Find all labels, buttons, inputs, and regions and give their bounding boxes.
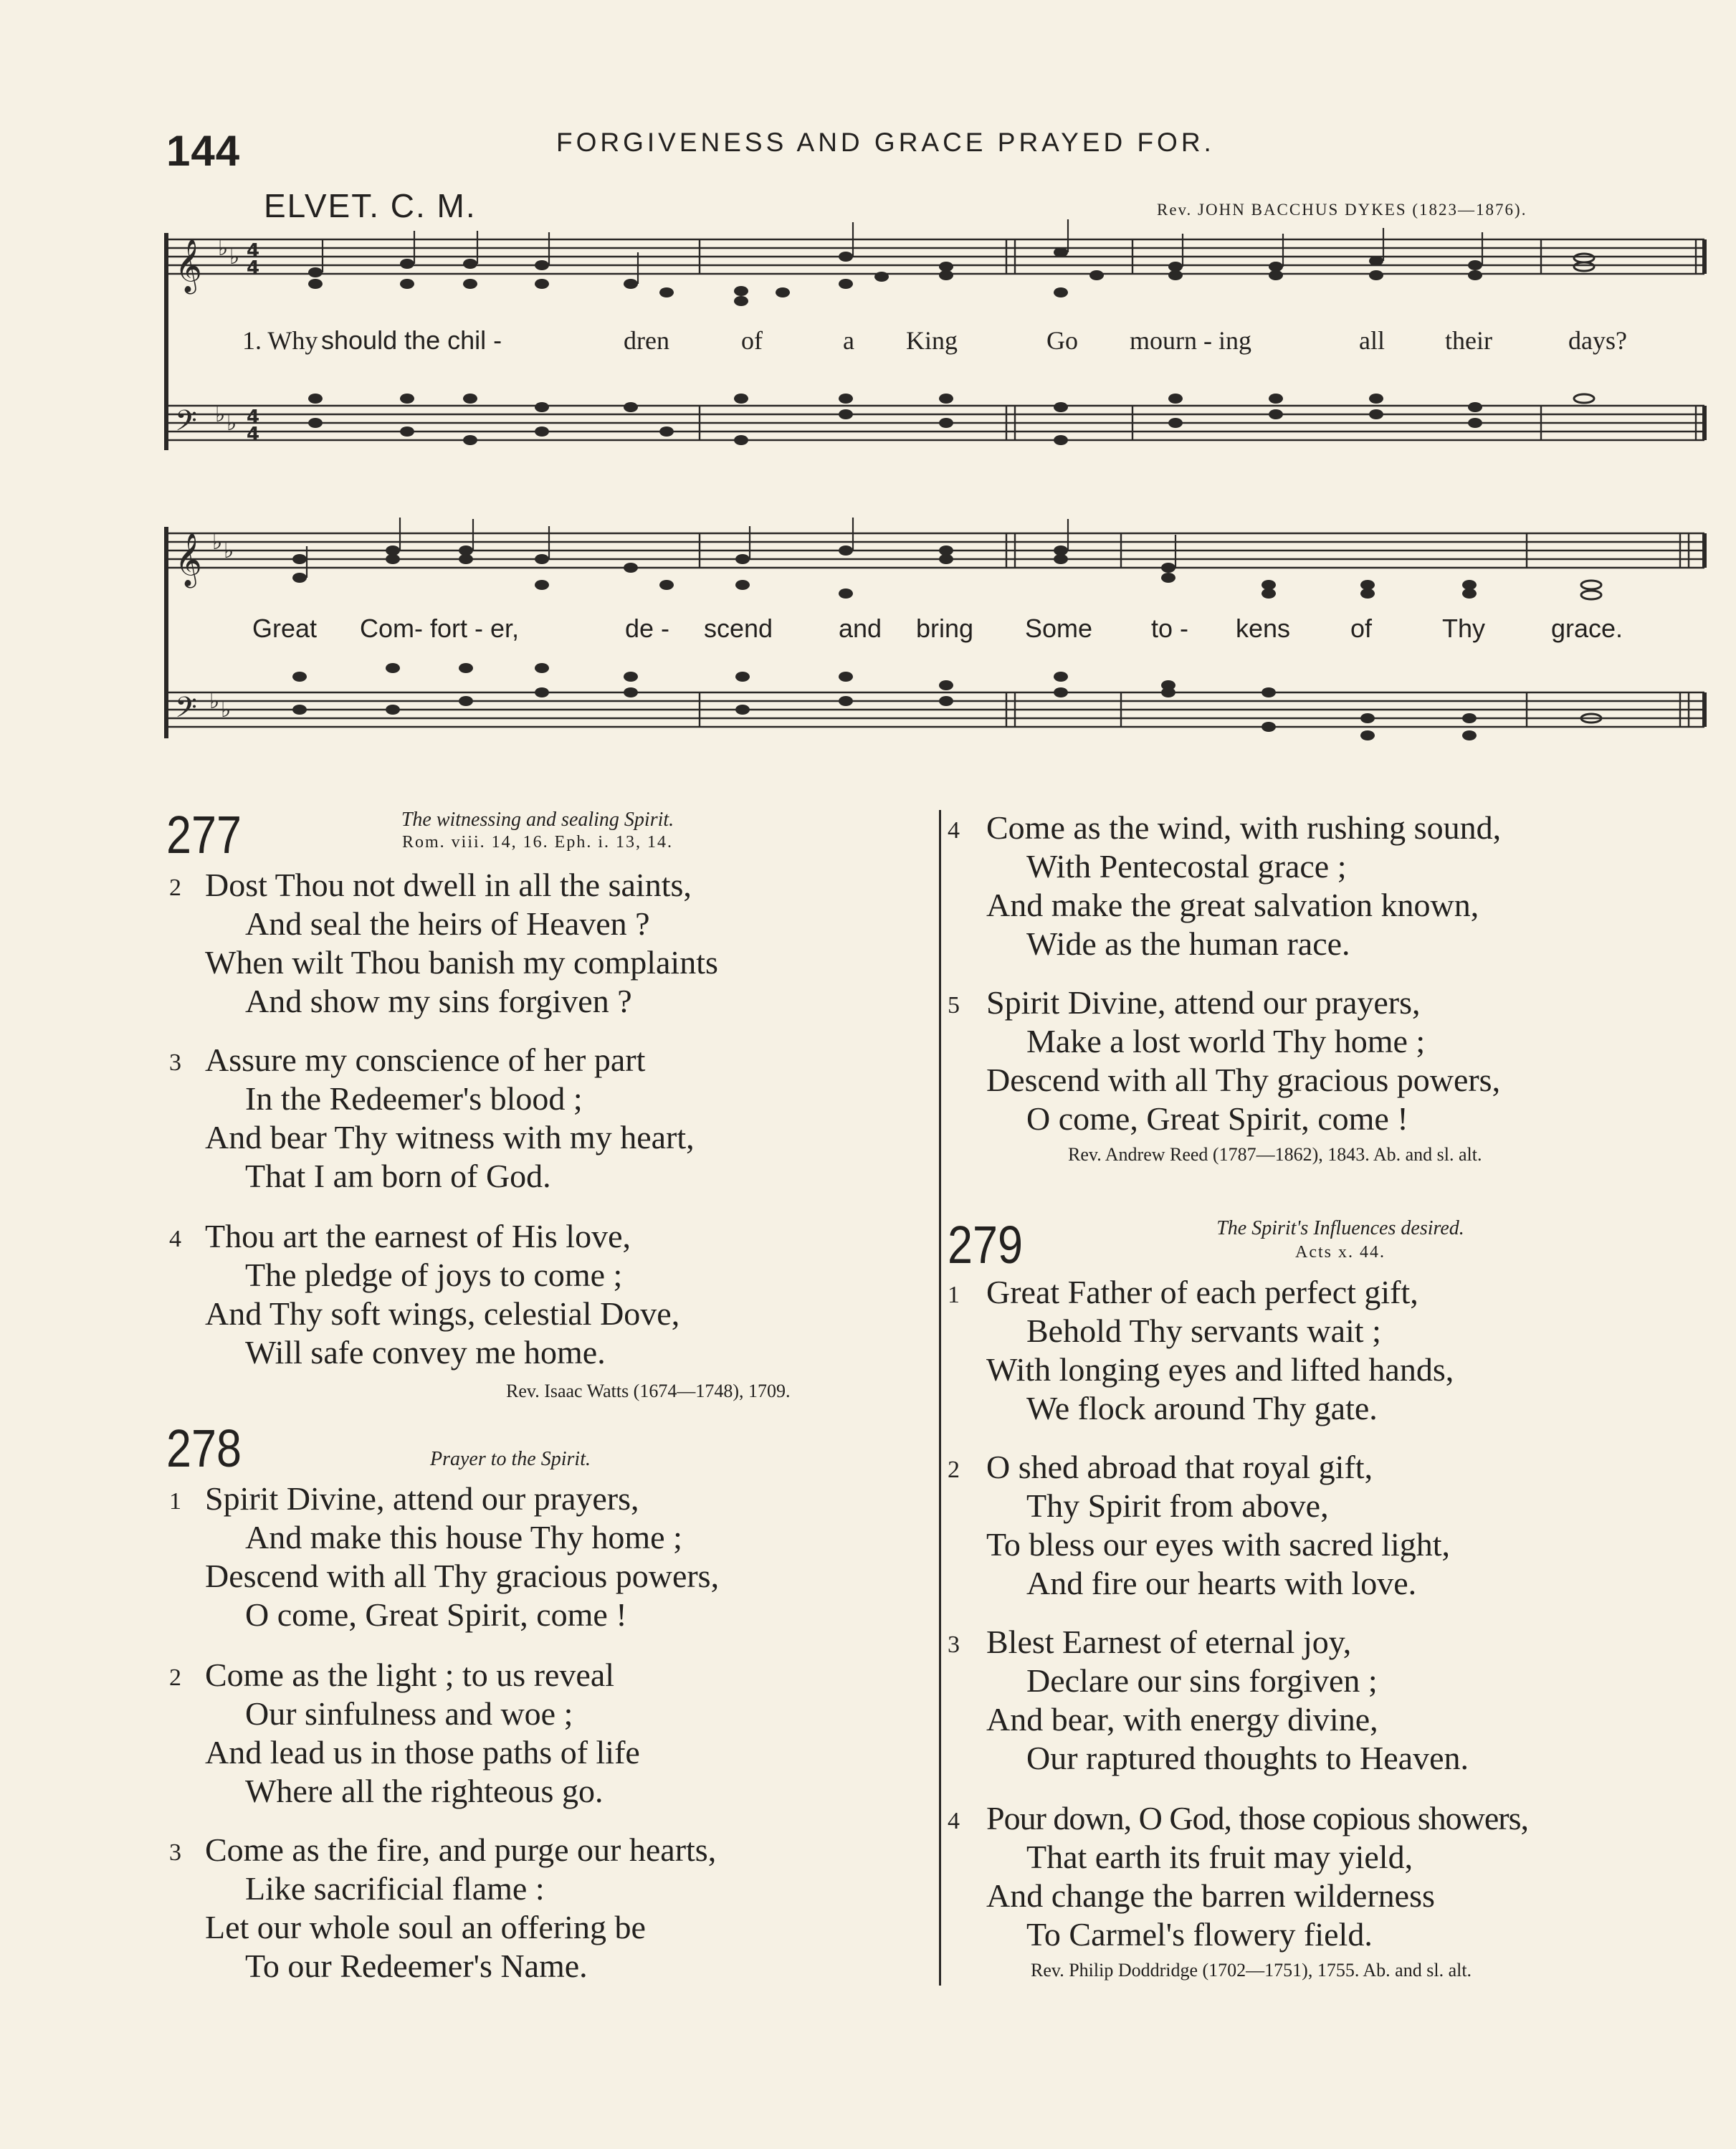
svg-text:𝄞: 𝄞	[175, 533, 202, 586]
lyric-syllable: all	[1359, 326, 1385, 355]
svg-text:♭: ♭	[215, 402, 226, 427]
stanza	[948, 809, 1501, 963]
svg-text:♭: ♭	[224, 538, 234, 563]
lyric-syllable: of	[1350, 614, 1373, 643]
verse-line: Great Father of each perfect gift,	[986, 1274, 1418, 1310]
stanza	[169, 1656, 640, 1811]
svg-text:♭: ♭	[229, 244, 240, 270]
verse-number: 1	[948, 1282, 960, 1308]
verse-line: And bear Thy witness with my heart,	[205, 1119, 695, 1155]
lyric-syllable: their	[1445, 326, 1492, 355]
bass-clef-icon: 𝄢	[175, 404, 197, 444]
hymn-number: 279	[948, 1215, 1023, 1274]
verse-line: That earth its fruit may yield,	[1026, 1839, 1413, 1875]
verse-line: To Carmel's flowery field.	[1026, 1916, 1373, 1953]
column-divider	[939, 810, 941, 1986]
stanza	[948, 1273, 1454, 1428]
verse-line: And make this house Thy home ;	[245, 1519, 682, 1555]
scripture-reference: Acts x. 44.	[1295, 1243, 1386, 1262]
hymn-number: 277	[166, 805, 242, 864]
verse-line: And fire our hearts with love.	[1026, 1565, 1417, 1601]
music-score	[0, 0, 1736, 760]
verse-line: Wide as the human race.	[1026, 925, 1350, 962]
verse-line: The pledge of joys to come ;	[245, 1257, 623, 1293]
svg-text:♭: ♭	[221, 697, 232, 723]
verse-line: Descend with all Thy gracious powers,	[205, 1558, 720, 1594]
verse-number: 2	[169, 875, 181, 901]
lyric-syllable: and	[839, 614, 882, 643]
verse-line: Dost Thou not dwell in all the saints,	[205, 867, 692, 903]
verse-line: And seal the heirs of Heaven ?	[245, 905, 650, 942]
verse-number: 4	[948, 1808, 960, 1834]
verse-line: Assure my conscience of her part	[205, 1042, 646, 1078]
verse-line: Spirit Divine, attend our prayers,	[205, 1480, 639, 1517]
verse-line: We flock around Thy gate.	[1026, 1390, 1378, 1426]
verse-line: To our Redeemer's Name.	[245, 1948, 588, 1984]
verse-line: And Thy soft wings, celestial Dove,	[205, 1295, 680, 1332]
verse-line: Come as the fire, and purge our hearts,	[205, 1831, 717, 1868]
verse-line: Where all the righteous go.	[245, 1773, 604, 1809]
lyric-syllable: Go	[1046, 326, 1078, 355]
lyric-syllable: dren	[624, 326, 669, 355]
lyric-syllable: kens	[1236, 614, 1291, 643]
verse-line: Thy Spirit from above,	[1026, 1487, 1329, 1524]
verse-line: Will safe convey me home.	[245, 1334, 606, 1371]
verse-line: Declare our sins forgiven ;	[1026, 1662, 1378, 1699]
verse-line: Descend with all Thy gracious powers,	[986, 1062, 1501, 1098]
lyric-syllable: scend	[704, 614, 773, 643]
page-number: 144	[166, 127, 241, 175]
verse-line: Pour down, O God, those copious showers,	[986, 1800, 1529, 1836]
verse-line: O come, Great Spirit, come !	[245, 1596, 627, 1633]
tune-name: ELVET. C. M.	[264, 187, 477, 224]
lyric-syllable: mourn - ing	[1130, 326, 1251, 355]
verse-number: 3	[169, 1049, 181, 1076]
stanza	[169, 1217, 679, 1372]
verse-line: And bear, with energy divine,	[986, 1701, 1378, 1738]
verse-line: And show my sins forgiven ?	[245, 983, 632, 1019]
svg-text:4: 4	[247, 424, 260, 445]
hymn-number: 278	[166, 1419, 242, 1478]
stanza	[169, 1479, 719, 1634]
svg-text:♭: ♭	[209, 689, 220, 714]
verse-line: To bless our eyes with sacred light,	[986, 1526, 1451, 1563]
svg-text:4: 4	[247, 240, 260, 262]
stanza	[948, 983, 1500, 1138]
hymn-attribution: Rev. Philip Doddridge (1702—1751), 1755. Ab. and sl. alt.	[1031, 1960, 1472, 1981]
verse-line: With Pentecostal grace ;	[1026, 848, 1347, 885]
lyric-syllable: bring	[916, 614, 974, 643]
verse-line: With longing eyes and lifted hands,	[986, 1351, 1454, 1388]
composer-credit: Rev. JOHN BACCHUS DYKES (1823—1876).	[1157, 201, 1527, 219]
verse-line: O come, Great Spirit, come !	[1026, 1100, 1408, 1137]
svg-text:4: 4	[247, 257, 260, 279]
verse-line: In the Redeemer's blood ;	[245, 1080, 583, 1117]
verse-line: Come as the wind, with rushing sound,	[986, 809, 1502, 846]
verse-line: Behold Thy servants wait ;	[1026, 1312, 1381, 1349]
verse-line: Come as the light ; to us reveal	[205, 1657, 615, 1693]
verse-number: 2	[948, 1457, 960, 1483]
verse-line: When wilt Thou banish my complaints	[205, 944, 718, 981]
verse-number: 1	[169, 1488, 181, 1515]
svg-text:4: 4	[247, 406, 260, 428]
verse-number: 4	[169, 1226, 181, 1252]
lyric-syllable: of	[741, 326, 763, 355]
verse-number: 3	[169, 1839, 181, 1866]
verse-number: 5	[948, 992, 960, 1019]
stanza	[948, 1623, 1469, 1778]
verse-line: Make a lost world Thy home ;	[1026, 1023, 1426, 1059]
verse-line: Our sinfulness and woe ;	[245, 1695, 573, 1732]
stanza	[169, 866, 718, 1021]
treble-clef-icon: 𝄞	[175, 239, 202, 292]
lyric-syllable: Some	[1025, 614, 1093, 643]
lyric-syllable: should the chil -	[321, 325, 502, 355]
lyric-syllable: grace.	[1551, 614, 1623, 643]
svg-text:♭: ♭	[212, 530, 223, 555]
lyric-syllable: a	[843, 326, 854, 355]
lyric-syllable: Thy	[1442, 614, 1486, 643]
stanza	[948, 1799, 1528, 1954]
hymn-attribution: Rev. Andrew Reed (1787—1862), 1843. Ab. and sl. alt.	[1068, 1144, 1482, 1165]
hymn-attribution: Rev. Isaac Watts (1674—1748), 1709.	[506, 1381, 791, 1401]
lyric-syllable: 1. Why	[242, 326, 318, 355]
verse-line: Thou art the earnest of His love,	[205, 1218, 631, 1254]
svg-text:♭: ♭	[218, 236, 229, 261]
lyric-syllable: to -	[1151, 614, 1189, 643]
lyric-syllable: de -	[625, 614, 670, 643]
verse-line: O shed abroad that royal gift,	[986, 1449, 1373, 1485]
lyric-syllable: King	[906, 326, 958, 355]
verse-number: 4	[948, 817, 960, 844]
verse-number: 2	[169, 1664, 181, 1691]
stanza	[169, 1831, 716, 1986]
verse-line: Like sacrificial flame :	[245, 1870, 545, 1907]
verse-line: That I am born of God.	[245, 1158, 551, 1194]
scripture-reference: Rom. viii. 14, 16. Eph. i. 13, 14.	[401, 833, 673, 852]
hymn-heading: Prayer to the Spirit.	[430, 1448, 591, 1470]
verse-line: Our raptured thoughts to Heaven.	[1026, 1740, 1469, 1776]
hymn-heading: The witnessing and sealing Spirit.	[401, 809, 674, 831]
lyric-syllable: Great	[252, 614, 318, 643]
verse-line: And change the barren wilderness	[986, 1877, 1435, 1914]
hymn-heading: The Spirit's Influences desired.	[1216, 1217, 1464, 1239]
verse-line: And lead us in those paths of life	[205, 1734, 640, 1771]
svg-text:𝄢: 𝄢	[175, 691, 197, 731]
svg-text:♭: ♭	[226, 411, 237, 436]
running-title: FORGIVENESS AND GRACE PRAYED FOR.	[556, 128, 1215, 157]
verse-line: Blest Earnest of eternal joy,	[986, 1624, 1352, 1660]
stanza	[948, 1448, 1450, 1603]
lyric-syllable: Com- fort - er,	[360, 614, 520, 643]
verse-line: Spirit Divine, attend our prayers,	[986, 984, 1421, 1021]
stanza	[169, 1041, 695, 1196]
verse-line: And make the great salvation known,	[986, 887, 1479, 923]
lyric-syllable: days?	[1568, 326, 1627, 355]
verse-line: Let our whole soul an offering be	[205, 1909, 646, 1945]
verse-number: 3	[948, 1631, 960, 1658]
